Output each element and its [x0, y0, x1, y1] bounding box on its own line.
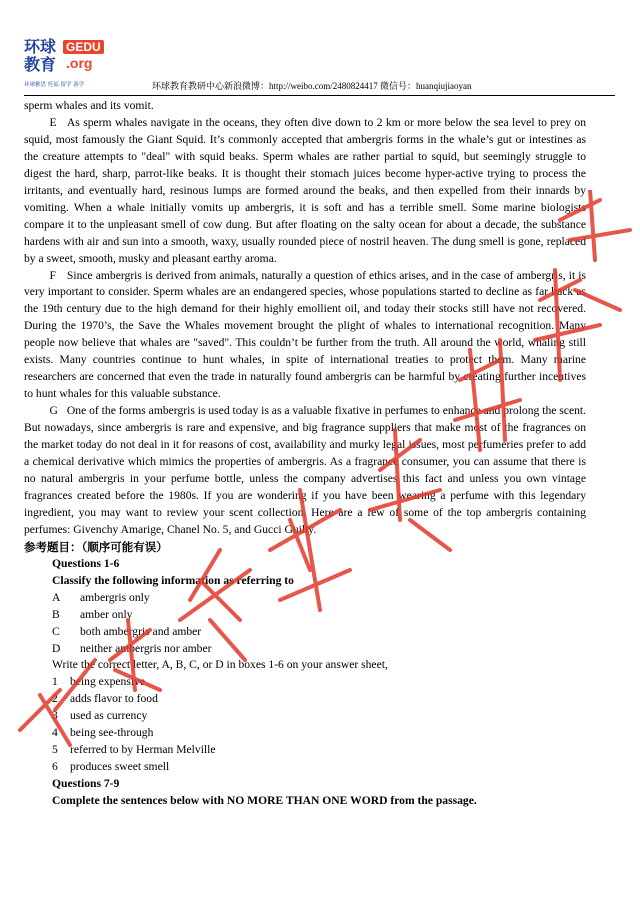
- logo-tagline: 环球雅思 托福 留学 游学: [24, 82, 85, 88]
- questions-7-9-instruction: Complete the sentences below with NO MORE THAN ONE WORD from the passage.: [52, 794, 477, 808]
- paragraph-text: sperm whales and its vomit.: [24, 99, 154, 112]
- question-item-4: [24, 725, 586, 742]
- paragraph-label: E: [49, 115, 57, 129]
- question-number: 2: [52, 692, 58, 706]
- paragraph-text: Since ambergris is derived from animals, naturally a question of ethics arises, and in the case of ambergris, it is very important to consider. Sperm whales are an endangered species, whose populations started to decline as far back as the 19th century due to the high demand for their highly emollient oil, and today their stocks still have not recovered. During the 1970’s, the Save the Whales movement brought the plight of whales to international recognition. Many people now believe that whales are "saved". This couldn’t be further from the truth. All around the world, whaling still exists. Many countries continue to hunt whales, in spite of international treaties to protect them. Many marine researchers are concerned that even the trade in naturally found ambergris can be harmful by creating further incentives to hunt whales for this valuable substance.: [24, 268, 586, 401]
- question-text: produces sweet smell: [70, 760, 170, 774]
- questions-1-6-instruction: Classify the following information as referring to: [52, 573, 294, 587]
- question-number: 3: [52, 709, 58, 723]
- option-text: ambergris only: [80, 590, 150, 604]
- header-divider: [24, 95, 615, 96]
- question-text: referred to by Herman Melville: [70, 743, 216, 757]
- option-a: [24, 590, 586, 607]
- logo-chinese-text: 环球 教育: [24, 37, 57, 74]
- gedu-logo: [24, 38, 114, 94]
- page-header: [0, 0, 640, 100]
- logo-org-text: .org: [66, 55, 93, 71]
- paragraph-text: As sperm whales navigate in the oceans, they often dive down to 2 km or more below the sea level to prey on squid, most famously the Giant Squid. It’s commonly accepted that ambergris forms in the whale’s gut or intestines as the creature attempts to "deal" with squid beaks. Sperm whales are rather partial to squid, but seemingly struggle to digest the hard, sharp, parrot-like beaks. It is thought their stomach juices become hyper-active trying to process the irritants, and eventually hard, resinous lumps are formed around the beaks, and then expelled from their innards by vomiting. When a whale initially vomits up ambergris, it is soft and has a terrible smell. Some marine biologists compare it to the unpleasant smell of cow dung. But after floating on the salty ocean for about a decade, the substance hardens with air and sun into a smooth, waxy, usually rounded piece of nostril heaven. The dung smell is gone, replaced by a sweet, smooth, musky and pleasant earthy aroma.: [24, 115, 586, 265]
- option-c: [24, 624, 586, 641]
- paragraph-label: F: [49, 268, 56, 282]
- questions-1-6-heading: Questions 1-6: [52, 556, 120, 570]
- paragraph-text: One of the forms ambergris is used today is as a valuable fixative in perfumes to enhance and prolong the scent. But nowadays, since ambergris is rare and expensive, and big fragrance suppliers that make most of the fragrances on the market today do not deal in it for reasons of cost, availability and murky legal issues, most perfumeries prefer to add a chemical derivative which mimics the properties of ambergris. As a fragrance consumer, you can assume that there is no natural ambergris in your perfume bottle, unless the company advertises this fact and unless you own vintage fragrances created before the 1980s. If you are wondering if you have been wearing a perfume with this legendary ingredient, you may want to review your scent collection. Here are a few of some of the top ambergris containing perfumes: Givenchy Amarige, Chanel No. 5, and Gucci Guilty.: [24, 404, 587, 536]
- paragraph-e: [24, 115, 586, 268]
- option-letter: B: [52, 607, 60, 621]
- write-instruction: Write the correct letter, A, B, C, or D in boxes 1-6 on your answer sheet,: [52, 658, 388, 672]
- header-info-line: 环球教育教研中心新浪微博：http://weibo.com/2480824417 微信号：huanqiujiaoyan: [152, 81, 472, 91]
- option-text: amber only: [80, 607, 133, 621]
- section-title: 参考题目：（顺序可能有误）: [24, 539, 168, 554]
- paragraph-f: [24, 268, 586, 404]
- option-letter: D: [52, 641, 61, 655]
- question-item-1: [24, 674, 586, 691]
- option-text: neither ambergris nor amber: [80, 641, 212, 655]
- questions-7-9-heading: Questions 7-9: [52, 777, 120, 791]
- option-letter: A: [52, 590, 61, 604]
- paragraph-label: G: [49, 404, 58, 418]
- option-b: [24, 607, 586, 624]
- page-content: [24, 98, 586, 810]
- paragraph-continuation: [24, 98, 586, 115]
- option-letter: C: [52, 624, 60, 638]
- question-text: adds flavor to food: [70, 692, 158, 706]
- option-text: both ambergris and amber: [80, 624, 202, 638]
- option-d: [24, 641, 586, 658]
- question-item-2: [24, 691, 586, 708]
- question-number: 4: [52, 726, 58, 740]
- question-item-6: [24, 759, 586, 776]
- question-text: used as currency: [70, 709, 148, 723]
- question-number: 6: [52, 760, 58, 774]
- question-text: being see-through: [70, 726, 154, 740]
- question-item-3: [24, 708, 586, 725]
- question-number: 5: [52, 743, 58, 757]
- question-number: 1: [52, 675, 58, 689]
- question-item-5: [24, 742, 586, 759]
- paragraph-g: [24, 403, 586, 539]
- logo-gedu-badge: GEDU: [63, 40, 104, 54]
- question-text: being expensive: [70, 675, 146, 689]
